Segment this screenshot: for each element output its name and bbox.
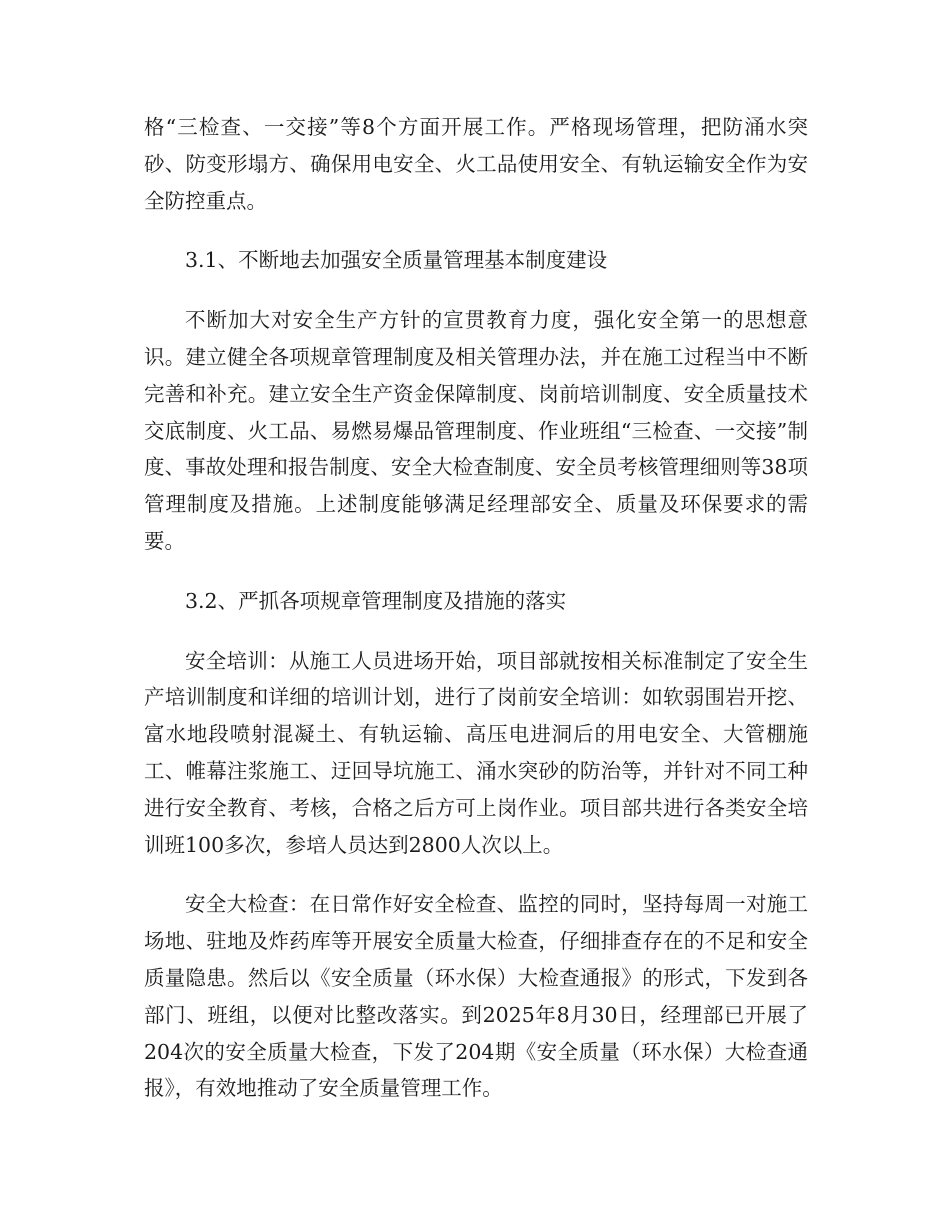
paragraph-gap	[144, 863, 808, 886]
document-body	[144, 109, 808, 1107]
paragraph-gap	[144, 620, 808, 643]
paragraph-safety-inspection: 安全大检查：在日常作好安全检查、监控的同时，坚持每周一对施工场地、驻地及炸药库等开展安全质量大检查，仔细排查存在的不足和安全质量隐患。然后以《安全质量（环水保）大检查通报》的形式，下发到各部门、班组，以便对比整改落实。到2025年8月30日，经理部已开展了204次的安全质量大检查，下发了204期《安全质量（环水保）大检查通报》，有效地推动了安全质量管理工作。	[144, 892, 808, 1101]
paragraph-gap	[144, 279, 808, 302]
paragraph-gap	[144, 219, 808, 242]
section-heading-3-2: 3.2、严抓各项规章管理制度及措施的落实	[185, 588, 567, 613]
paragraph-continuation: 格“三检查、一交接”等8个方面开展工作。严格现场管理，把防涌水突砂、防变形塌方、确保用电安全、火工品使用安全、有轨运输安全作为安全防控重点。	[144, 115, 808, 213]
paragraph-safety-training: 安全培训：从施工人员进场开始，项目部就按相关标准制定了安全生产培训制度和详细的培训计划，进行了岗前安全培训：如软弱围岩开挖、富水地段喷射混凝土、有轨运输、高压电进洞后的用电安全、大管棚施工、帷幕注浆施工、迂回导坑施工、涌水突砂的防治等，并针对不同工种进行安全教育、考核，合格之后方可上岗作业。项目部共进行各类安全培训班100多次，参培人员达到2800人次以上。	[144, 648, 808, 857]
paragraph-system-building: 不断加大对安全生产方针的宣贯教育力度，强化安全第一的思想意识。建立健全各项规章管理制度及相关管理办法，并在施工过程当中不断完善和补充。建立安全生产资金保障制度、岗前培训制度、安全质量技术交底制度、火工品、易燃易爆品管理制度、作业班组“三检查、一交接”制度、事故处理和报告制度、安全大检查制度、安全员考核管理细则等38项管理制度及措施。上述制度能够满足经理部安全、质量及环保要求的需要。	[144, 308, 808, 553]
section-heading-3-1: 3.1、不断地去加强安全质量管理基本制度建设	[185, 248, 608, 273]
paragraph-gap	[144, 560, 808, 583]
